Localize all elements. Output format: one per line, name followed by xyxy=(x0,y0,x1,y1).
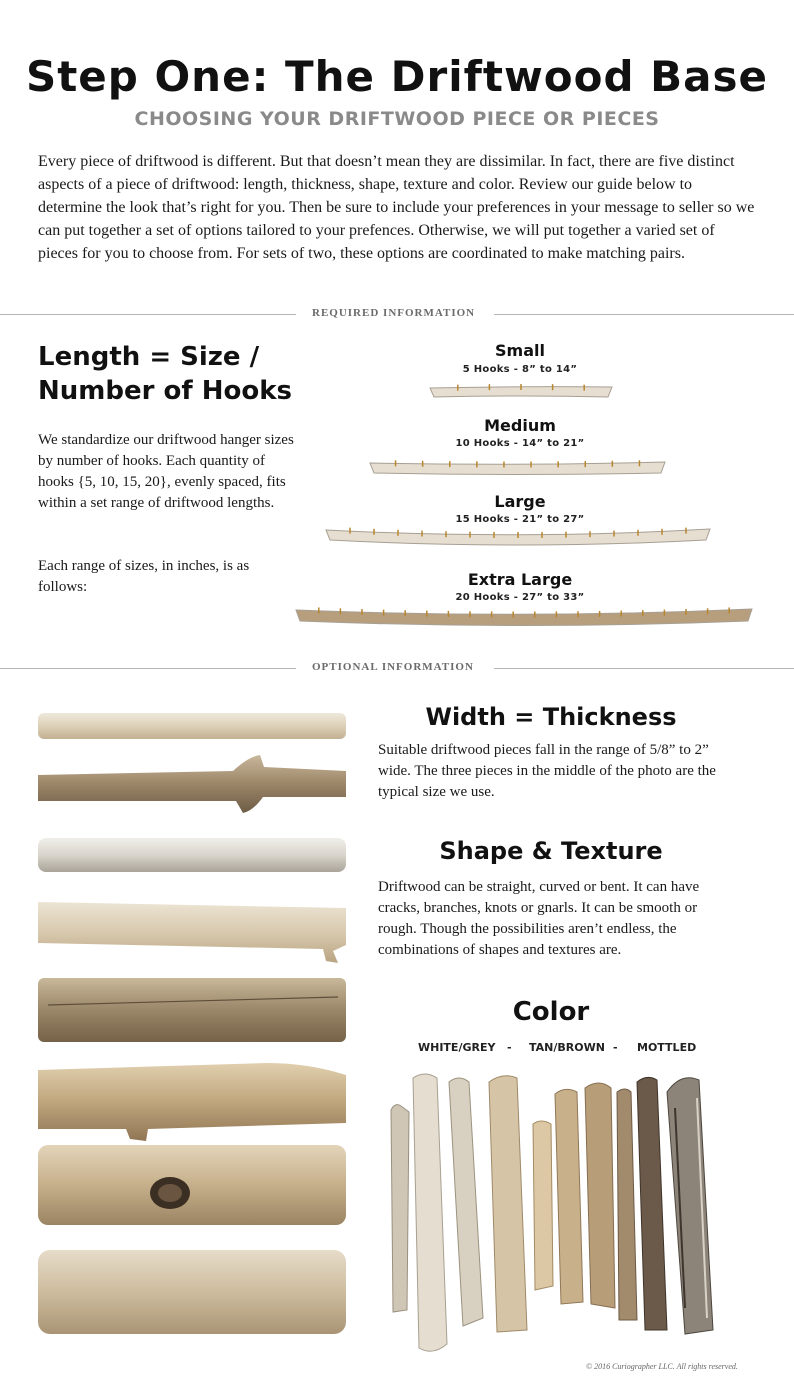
size-large-detail: 15 Hooks - 21” to 27” xyxy=(455,514,585,525)
page-title: Step One: The Driftwood Base xyxy=(25,52,769,101)
thickness-stick-4 xyxy=(38,902,346,963)
wood-knot-inner xyxy=(158,1184,182,1202)
divider-line xyxy=(494,668,794,669)
length-description: We standardize our driftwood hanger sizes by number of hooks. Each quantity of hooks {5, 10, 15, 20}, evenly spaced, fits within a set range of driftwood lengths. xyxy=(38,432,294,511)
thickness-stick-6 xyxy=(38,1063,346,1141)
color-heading: Color xyxy=(512,997,590,1027)
length-note: Each range of sizes, in inches, is as follows: xyxy=(38,558,250,595)
thickness-stick-5 xyxy=(38,978,346,1042)
length-heading-line1: Length = Size / xyxy=(38,342,260,372)
color-label-tan-brown: TAN/BROWN xyxy=(529,1041,605,1054)
size-xl-detail: 20 Hooks - 27” to 33” xyxy=(455,592,585,603)
shape-heading: Shape & Texture xyxy=(439,837,663,865)
color-label-white-grey: WHITE/GREY xyxy=(418,1041,496,1054)
sample-brown-1 xyxy=(585,1083,615,1308)
sample-tan-3 xyxy=(555,1089,583,1304)
size-large-title: Large xyxy=(494,492,546,511)
optional-label: OPTIONAL INFORMATION xyxy=(312,661,474,673)
sample-white-grey-1 xyxy=(391,1105,409,1312)
thickness-stick-7 xyxy=(38,1145,346,1225)
intro-paragraph: Every piece of driftwood is different. But that doesn’t mean they are dissimilar. In fact, there are five distinct aspects of a piece of driftwood: length, thickness, shape, texture and color. Review our guide below to determine the look that’s right for you. Then be sure to include your preferences in your message to seller so we can put together a set of options tailored to your prefences. Otherwise, we will put together a varied set of pieces for you to choose from. For sets of two, these options are coordinated to make matching pairs. xyxy=(38,153,755,262)
size-medium-detail: 10 Hooks - 14” to 21” xyxy=(455,438,585,449)
width-description: Suitable driftwood pieces fall in the range of 5/8” to 2” wide. The three pieces in the middle of the photo are the typical size we use. xyxy=(378,742,716,800)
copyright-notice: © 2016 Curiographer LLC. All rights reserved. xyxy=(586,1362,738,1371)
shape-description: Driftwood can be straight, curved or bent. It can have cracks, branches, knots or gnarls. It can be smooth or rough. Though the possibilities aren’t endless, the combinations of shapes and textures are. xyxy=(378,879,700,958)
thickness-photo xyxy=(38,705,346,1350)
color-label-mottled: MOTTLED xyxy=(637,1041,697,1054)
optional-divider xyxy=(0,661,794,675)
size-small-title: Small xyxy=(495,341,545,360)
sample-tan-2 xyxy=(533,1121,553,1290)
required-label: REQUIRED INFORMATION xyxy=(312,307,476,319)
size-small-detail: 5 Hooks - 8” to 14” xyxy=(462,364,578,375)
thickness-stick-2 xyxy=(38,755,346,813)
width-heading: Width = Thickness xyxy=(425,703,677,731)
color-separator: - xyxy=(613,1041,618,1054)
length-heading-line2: Number of Hooks xyxy=(38,376,292,406)
color-samples-photo xyxy=(385,1068,725,1356)
thickness-stick-8 xyxy=(38,1250,346,1334)
size-xl-title: Extra Large xyxy=(467,570,573,589)
divider-line xyxy=(0,668,296,669)
sample-white-grey-3 xyxy=(449,1078,483,1326)
thickness-stick-1 xyxy=(38,713,346,739)
color-separator: - xyxy=(507,1041,512,1054)
thickness-stick-3 xyxy=(38,838,346,872)
sample-tan-1 xyxy=(489,1076,527,1332)
sample-brown-2 xyxy=(617,1089,637,1320)
size-medium-title: Medium xyxy=(484,416,556,435)
sample-mottled-1 xyxy=(637,1077,667,1330)
hanger-stick-xl xyxy=(296,609,752,626)
page-subtitle: CHOOSING YOUR DRIFTWOOD PIECE OR PIECES xyxy=(134,108,660,130)
sample-white-grey-2 xyxy=(413,1074,447,1351)
hanger-stick-medium xyxy=(370,462,665,475)
